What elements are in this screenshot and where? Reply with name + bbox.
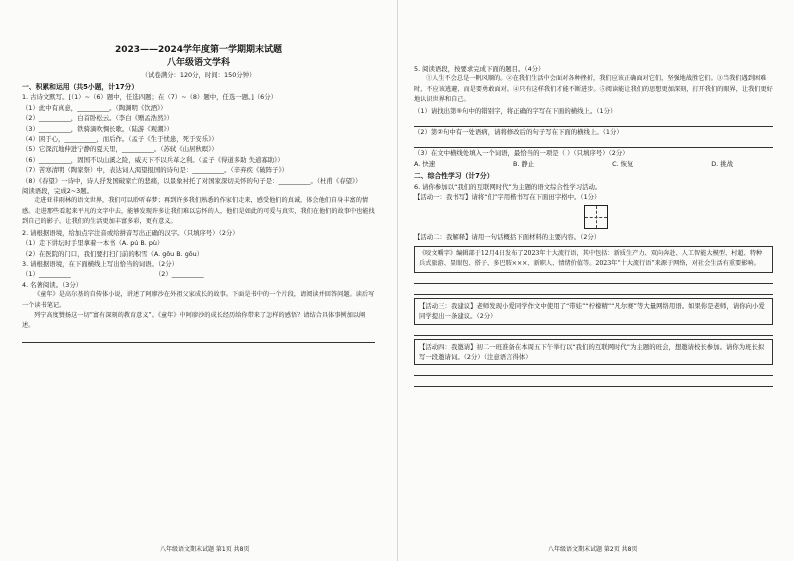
q5-choices [414, 159, 773, 169]
answer-line[interactable] [414, 273, 773, 284]
q1-line: （6）__________，固国不以山溪之险，威天下不以兵革之利。（孟子《得道多助 失道寡助》） [22, 155, 284, 164]
activity-1: 【活动一：我书写】请将“们”字用楷书写在下面田字格中。（1分） [414, 193, 601, 202]
q2-item: （2）在医院的门口，我们要打扫门前的积雪（A. gōu B. gōu） [22, 249, 204, 258]
q5-2: （2）第②句中有一处语病，请将修改后的句子写在下面的横线上。（1分） [414, 128, 623, 137]
answer-line[interactable] [414, 284, 773, 295]
reading-passage: 走进亚非雨林的语文世界，我们可以聆听春梦；再到许多我们熟悉的作家们走来，感受他们的真诚，体会他们自身丰富的情感。走进那些看起来平凡的文字中去，能够发现许多让我们难以忘怀的人，他们是如此的可爱与真实，我们在他们的故事中也能找到自己的影子。让我们的生活更加丰富多彩，更有意义。 [22, 197, 375, 226]
choice-a[interactable]: A. 快速 [414, 159, 436, 168]
choice-c[interactable]: C. 恢复 [612, 159, 634, 168]
q5-3: （3）在文中横线处填入一个词语，最恰当的一项是（ ）（只填序号）（2分） [414, 149, 629, 158]
q4-text-2: 列宁高度赞扬这一切“富有深刻的教育意义”。《童年》中阿廖沙的成长经历给你带来了怎样的感悟？请结合具体事例加以阐述。 [22, 311, 366, 330]
tianzige-grid[interactable] [584, 205, 608, 229]
activity-4: 【活动四：我邀请】初二一班准备在本周五下午举行以“我们的互联网时代”为主题的班会，想邀请校长参加。请你为班长拟写一段邀请词。（2分）（注意语言得体） [419, 342, 765, 361]
q1-line: （7）苦寒清明（陶家祭）中，表达词人渴望报国的诗句是：__________。（辛弃疾《破阵子》） [22, 166, 289, 175]
q1-line: （1）此中有真意，__________。（陶渊明《饮酒》） [22, 103, 167, 112]
exam-title: 2023——2024学年度第一学期期末试题 [114, 45, 283, 55]
activity-2-text: 《咬文嚼字》编辑部于12月4日发布了2023年十大流行语，其中包括：新质生产力、双向奔赴、人工智能大模型、村超、特种兵式旅游、显眼包、搭子、多巴胺×××、新职人、情绪价值等。2023年“十大流行语”来源于网络，对社会生活有重要影响。 [419, 249, 763, 268]
q3-answers [22, 269, 375, 279]
q4-text: 《童年》是高尔基的自传体小说，讲述了阿廖沙在外祖父家成长的故事。下面是书中的一个片段，请阅读并回答问题。读后写一个读书笔记。 [22, 291, 375, 309]
page-footer: 八年级语文期末试题 第1页 共8页 [160, 546, 250, 553]
q3-intro: 3. 请根据语境，在下面横线上写出恰当的词语。（2分） [22, 259, 178, 268]
q2-intro: 2. 请根据语境，给加点字注音或给拼音写出正确的汉字。（只填序号）（2分） [22, 228, 239, 237]
q2-item: （1）走下讲坛时手里拿着一本书（A. pú B. pù） [22, 239, 164, 248]
activity-2-material [414, 246, 773, 273]
q5-intro: 5. 阅读语段，按要求完成下面的题目。（4分） [414, 65, 545, 73]
answer-line[interactable] [414, 116, 773, 127]
left-content [22, 45, 375, 343]
q5-1: （1）请找出第⑤句中的错别字，将正确的字写在下面的横线上。（1分） [414, 106, 617, 115]
q1-line: （5）它深沉地伸进宁静的夏天里，__________。（苏轼《山居秋暝》） [22, 145, 218, 154]
activity-2: 【活动二：我解释】请用一句话概括下面材料的主要内容。（2分） [414, 233, 601, 242]
q1-line: （3）__________，铁骑滴吹惆长歌。（陆游《观潮》） [22, 124, 174, 133]
answer-line[interactable] [414, 137, 773, 148]
page-footer: 八年级语文期末试题 第2页 共8页 [548, 546, 638, 553]
reading-intro: 阅读语段，完成2~3题。 [22, 187, 94, 196]
answer-line[interactable] [414, 376, 773, 387]
right-content [414, 64, 773, 387]
activity-3: 【活动三：我建议】老师发现小爱同学作文中使用了“带娃”“柠檬精”“凡尔赛”等大量网络用语。如果你是老师，请你向小爱同学提出一条建议。（2分） [419, 301, 765, 321]
q5-passage: ①人生不会总是一帆风顺的。②在我们生活中会面对各种挫折，我们应该正确面对它们，坚强地战胜它们。③当我们遇到困难时，不应该逃避，而是要勇敢面对。④只有这样我们才能不断进步。⑤阅读能让我们的思想更加深刻，打开我们的眼界，让我们更好地认识世界和自己。 [414, 75, 773, 104]
q1-line: （8）《春望》一诗中，诗人抒发国破家亡的悲痛，以景象衬托了对国家深切关怀的句子是：__________。（杜甫《春望》） [22, 176, 362, 185]
q6-intro: 6. 请你参加以“我们的互联网时代”为主题的语文综合性学习活动。 [414, 182, 602, 191]
exam-subtitle: 八年级语文学科 [166, 58, 230, 68]
activity-3-box [414, 298, 773, 325]
exam-page-right [397, 0, 794, 561]
answer-line[interactable] [414, 365, 773, 376]
section-2-heading: 二、综合性学习（计7分） [414, 172, 494, 181]
exam-meta: （试卷满分：120分，时间：150分钟） [141, 71, 256, 79]
q4-intro: 4. 名著阅读。（3分） [22, 280, 83, 289]
choice-d[interactable]: D. 挑战 [711, 159, 733, 168]
choice-b[interactable]: B. 静止 [512, 159, 535, 168]
q3-item: （1）__________ [22, 270, 71, 279]
section-1-heading: 一、积累和运用（共5小题，计17分） [22, 83, 139, 91]
q1-line: （4）困于心，__________，而后作。（孟子《生于忧患，死于安乐》） [22, 135, 218, 144]
q1-line: （2）__________，白首卧松云。（李白《赠孟浩然》） [22, 114, 174, 123]
q3-item: （2）__________ [154, 270, 204, 279]
answer-line[interactable] [22, 332, 375, 343]
activity-4-box [414, 339, 773, 366]
q1-intro: 1. 古诗文默写。[（1）~（6）题中，任选四题；在（7）~（8）题中，任选一题。]（6分） [22, 93, 278, 102]
answer-line[interactable] [414, 325, 773, 336]
